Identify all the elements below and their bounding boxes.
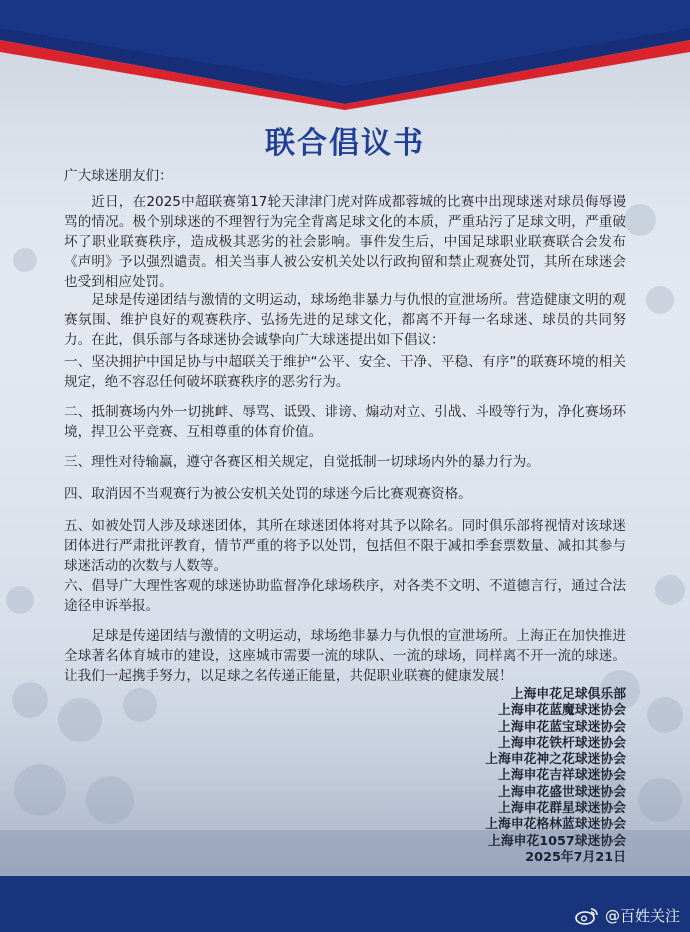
- signatory: 上海申花格林蓝球迷协会: [485, 817, 626, 833]
- signatory: 上海申花神之花球迷协会: [485, 752, 626, 768]
- proposal-6: 六、倡导广大理性客观的球迷协助监督净化球场秩序，对各类不文明、不道德言行，通过合法途径申诉举报。: [64, 578, 626, 614]
- document-date: 2025年7月21日: [525, 849, 626, 865]
- signatory: 上海申花吉祥球迷协会: [498, 768, 626, 784]
- weibo-icon: [575, 907, 599, 925]
- watermark-text: @百姓关注: [604, 907, 680, 925]
- proposal-3: 三、理性对待输赢，遵守各赛区相关规定，自觉抵制一切球场内外的暴力行为。: [64, 454, 540, 470]
- paragraph-appeal: 足球是传递团结与激情的文明运动，球场绝非暴力与仇恨的宣泄场所。营造健康文明的观赛氛围、维护良好的观赛秩序、弘扬先进的足球文化，都离不开每一名球迷、球员的共同努力。在此，俱乐部与各球迷协会诚挚向广大球迷提出如下倡议：: [64, 292, 626, 348]
- signatory: 上海申花蓝魔球迷协会: [498, 703, 626, 719]
- signatory: 上海申花盛世球迷协会: [498, 784, 626, 800]
- signatory: 上海申花足球俱乐部: [510, 687, 626, 702]
- signatory: 上海申花群星球迷协会: [498, 801, 626, 817]
- top-banner: [0, 0, 690, 110]
- signatories-block: [485, 687, 626, 866]
- paragraph-closing: 足球是传递团结与激情的文明运动，球场绝非暴力与仇恨的宣泄场所。上海正在加快推进全球著名体育城市的建设，这座城市需要一流的球队、一流的球场，同样离不开一流的球迷。让我们一起携手努力，以足球之名传递正能量，共促职业联赛的健康发展！: [64, 628, 626, 684]
- signatory: 上海申花蓝宝球迷协会: [498, 719, 626, 735]
- document-title: 联合倡议书: [265, 126, 425, 161]
- signatory: 上海申花铁杆球迷协会: [498, 735, 626, 751]
- proposal-5: 五、如被处罚人涉及球迷团体，其所在球迷团体将对其予以除名。同时俱乐部将视情对该球迷团体进行严肃批评教育，情节严重的将予以处罚，包括但不限于减扣季套票数量、减扣其参与球迷活动的次数与人数等。: [64, 518, 626, 574]
- proposal-2: 二、抵制赛场内外一切挑衅、辱骂、诋毁、诽谤、煽动对立、引战、斗殴等行为，净化赛场环境，捍卫公平竞赛、互相尊重的体育价值。: [64, 404, 626, 440]
- greeting: 广大球迷朋友们：: [64, 168, 173, 184]
- weibo-watermark: [575, 905, 680, 926]
- proposal-4: 四、取消因不当观赛行为被公安机关处罚的球迷今后比赛观赛资格。: [64, 486, 472, 502]
- proposal-1: 一、坚决拥护中国足协与中超联关于维护“公平、安全、干净、平稳、有序”的联赛环境的相关规定，绝不容忍任何破坏联赛秩序的恶劣行为。: [64, 354, 626, 390]
- paragraph-incident: 近日，在2025中超联赛第17轮天津津门虎对阵成都蓉城的比赛中出现球迷对球员侮辱谩骂的情况。极个别球迷的不理智行为完全背离足球文化的本质，严重玷污了足球文明，严重破坏了职业联赛秩序，造成极其恶劣的社会影响。事件发生后，中国足球职业联赛联合会发布《声明》予以强烈谴责。相关当事人被公安机关处以行政拘留和禁止观赛处罚，其所在球迷会也受到相应处罚。: [64, 194, 626, 290]
- signatory: 上海申花1057球迷协会: [488, 833, 626, 849]
